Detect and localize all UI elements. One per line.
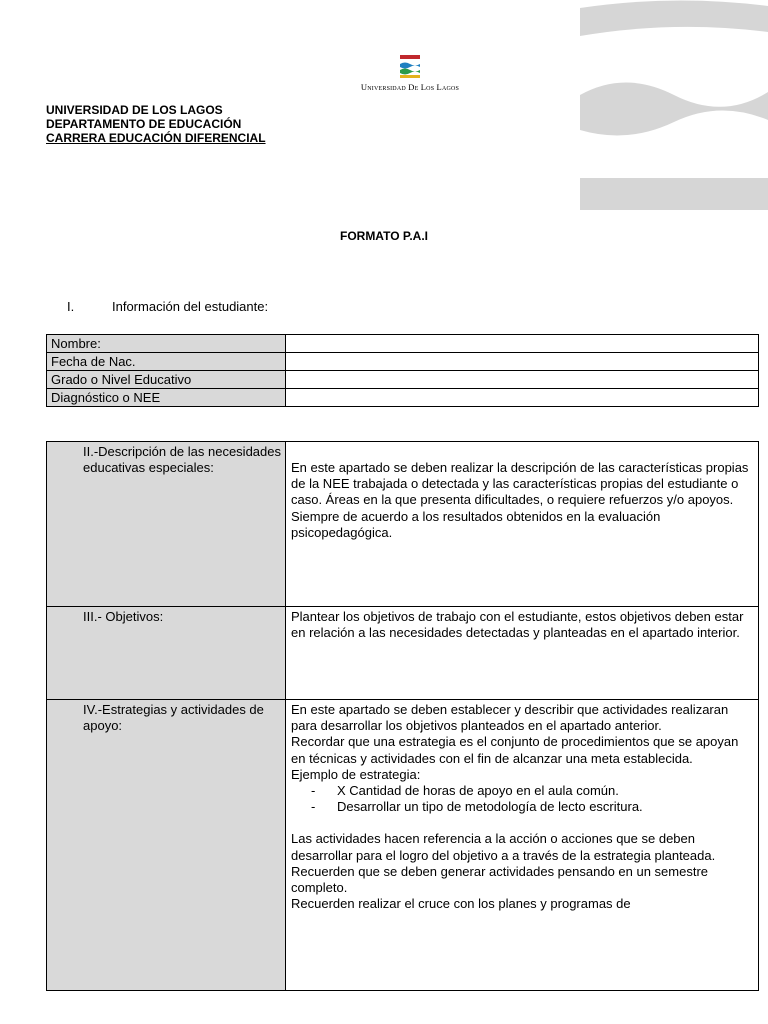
institution-name: UNIVERSIDAD DE LOS LAGOS [46, 103, 223, 117]
section-label-objetivos: III.- Objetivos: [47, 607, 286, 700]
example-label: Ejemplo de estrategia: [291, 766, 421, 782]
field-value-diagnostico[interactable] [286, 389, 759, 407]
field-value-fecha-nac[interactable] [286, 353, 759, 371]
field-label-fecha-nac: Fecha de Nac. [47, 353, 286, 371]
section-label-estrategias: IV.-Estrategias y actividades de apoyo: [47, 700, 286, 991]
paragraph: Recuerden realizar el cruce con los planes y programas de [291, 896, 631, 912]
department-name: DEPARTAMENTO DE EDUCACIÓN [46, 117, 242, 131]
field-value-grado[interactable] [286, 371, 759, 389]
logo-text: Universidad De Los Lagos [360, 82, 460, 92]
institution-header [46, 103, 266, 145]
section-label-nee: II.-Descripción de las necesidades educativas especiales: [47, 442, 286, 607]
university-logo [340, 55, 480, 92]
table-row [47, 607, 759, 700]
section-text-estrategias [286, 700, 759, 991]
table-row [47, 442, 759, 607]
example-list [291, 783, 753, 815]
section-text-objetivos: Plantear los objetivos de trabajo con el estudiante, estos objetivos deben estar en relación a las necesidades detectadas y planteadas en el apartado interior. [286, 607, 759, 700]
list-item: - Desarrollar un tipo de metodología de lecto escritura. [311, 799, 753, 815]
field-label-grado: Grado o Nivel Educativo [47, 371, 286, 389]
table-row [47, 335, 759, 353]
field-value-nombre[interactable] [286, 335, 759, 353]
paragraph: En este apartado se deben establecer y describir que actividades realizaran para desarrollar los objetivos planteados en el apartado anterior. [291, 702, 729, 734]
table-row [47, 353, 759, 371]
paragraph: Recordar que una estrategia es el conjunto de procedimientos que se apoyan en técnicas y actividades con el fin de alcanzar una meta establecida. [291, 734, 739, 766]
table-row [47, 371, 759, 389]
section-heading-student-info [67, 299, 268, 314]
field-label-nombre: Nombre: [47, 335, 286, 353]
document-title: FORMATO P.A.I [339, 229, 428, 243]
table-row [47, 700, 759, 991]
section-text-nee: En este apartado se deben realizar la descripción de las características propias de la NEE trabajada o detectada y las características propias del estudiante o caso. Áreas en la que presenta dificultades, o requiere refuerzos y/o apoyos. Siempre de acuerdo a los resultados obtenidos en la evaluación psicopedagógica. [286, 442, 759, 607]
paragraph: Recuerden que se deben generar actividades pensando en un semestre completo. [291, 863, 709, 896]
field-label-diagnostico: Diagnóstico o NEE [47, 389, 286, 407]
section-number: I. [67, 299, 75, 314]
section-label: Información del estudiante: [112, 299, 269, 314]
career-name: CARRERA EDUCACIÓN DIFERENCIAL [46, 131, 266, 145]
student-info-table [46, 334, 759, 407]
decorative-wave-graphic [580, 0, 768, 215]
pai-sections-table [46, 441, 759, 991]
university-emblem-icon [399, 55, 421, 79]
list-item: - X Cantidad de horas de apoyo en el aula común. [311, 783, 753, 799]
paragraph: Las actividades hacen referencia a la acción o acciones que se deben desarrollar para el logro del objetivo a a través de la estrategia planteada. [291, 831, 716, 863]
table-row [47, 389, 759, 407]
